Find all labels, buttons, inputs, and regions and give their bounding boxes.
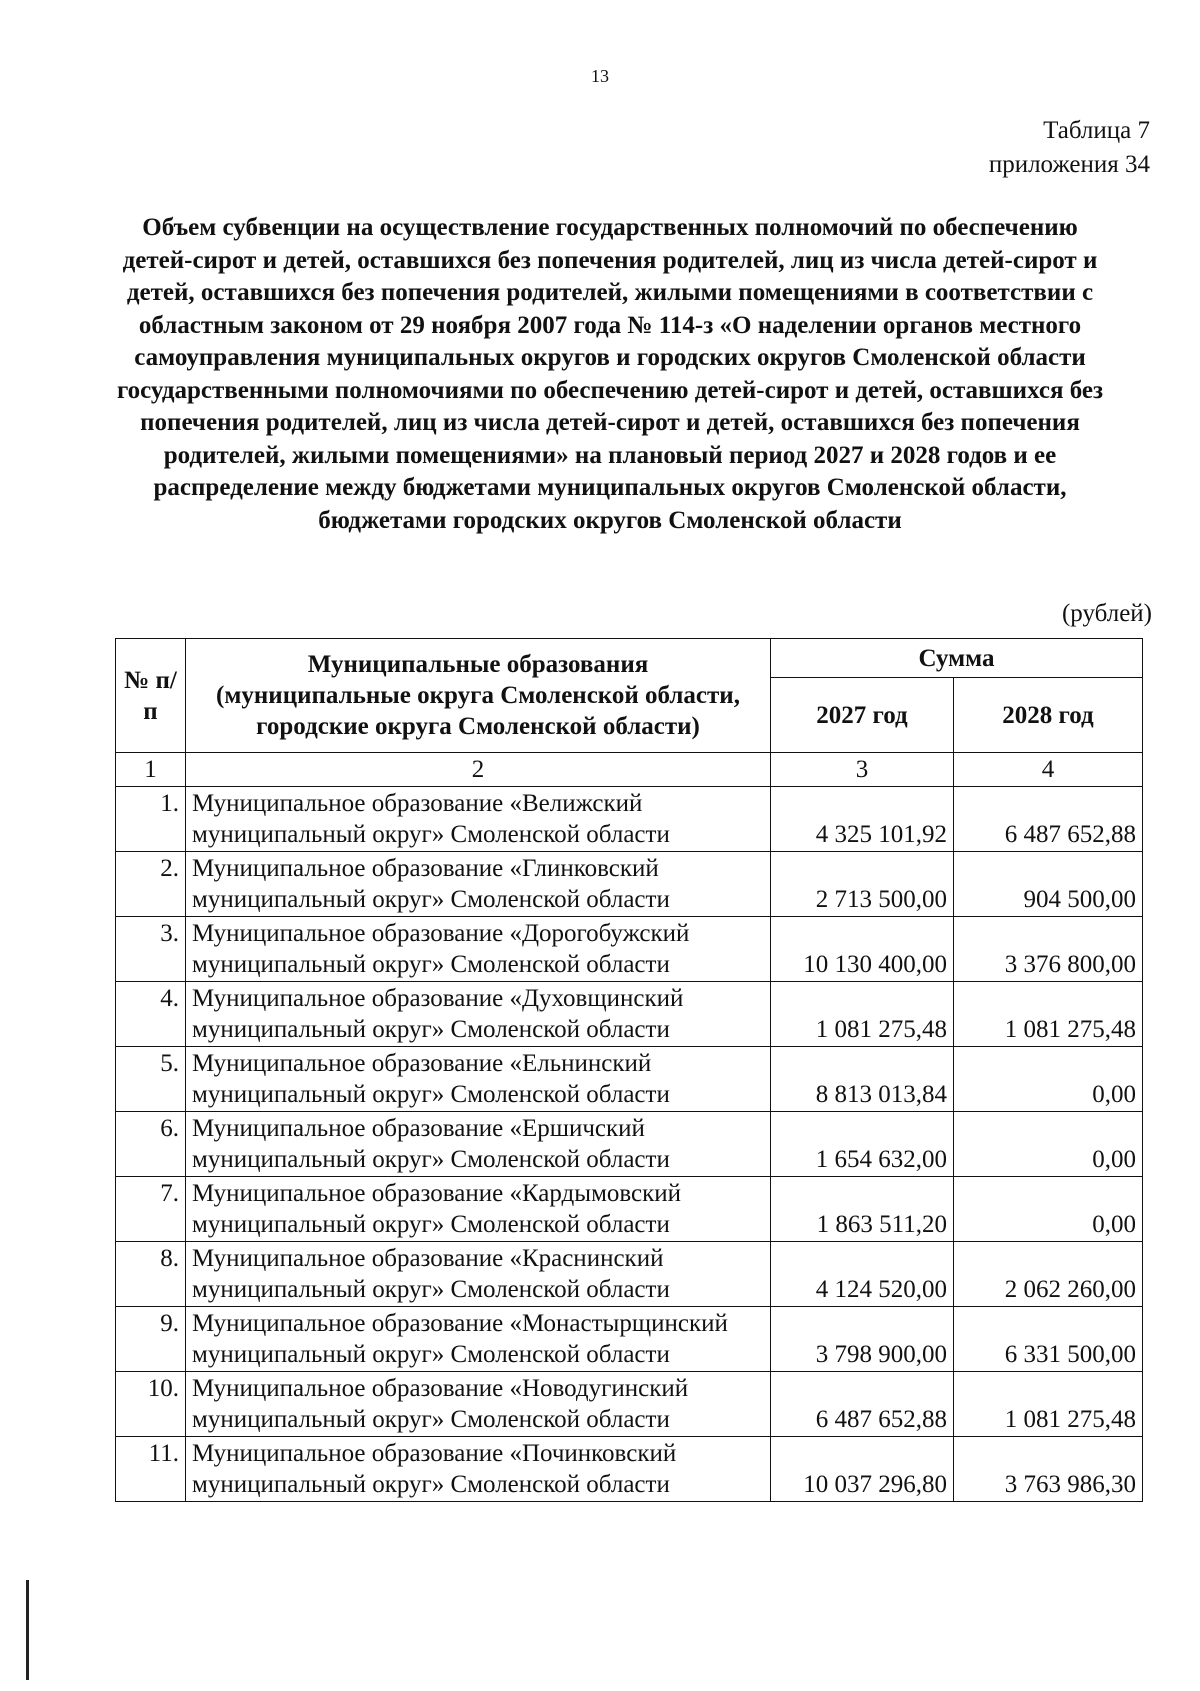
municipality-name: Муниципальное образование «Ершичский муниципальный округ» Смоленской области: [186, 1112, 771, 1177]
amount-2028: 6 487 652,88: [954, 787, 1143, 852]
amount-2027: 1 081 275,48: [771, 982, 954, 1047]
amount-2027: 1 863 511,20: [771, 1177, 954, 1242]
amount-2028: 6 331 500,00: [954, 1307, 1143, 1372]
table-row: [116, 787, 1143, 852]
table-reference-line1: Таблица 7: [1043, 117, 1150, 144]
municipality-name: Муниципальное образование «Монастырщинский муниципальный округ» Смоленской области: [186, 1307, 771, 1372]
amount-2028: 3 763 986,30: [954, 1437, 1143, 1502]
amount-2027: 4 325 101,92: [771, 787, 954, 852]
amount-2027: 4 124 520,00: [771, 1242, 954, 1307]
row-number: 8.: [116, 1242, 186, 1307]
amount-2027: 1 654 632,00: [771, 1112, 954, 1177]
row-number: 9.: [116, 1307, 186, 1372]
column-number-row: [116, 753, 1143, 787]
amount-2028: 904 500,00: [954, 852, 1143, 917]
table-reference: [989, 114, 1150, 182]
table-row: [116, 1047, 1143, 1112]
document-title: Объем субвенции на осуществление государственных полномочий по обеспечению детей-сирот и детей, оставшихся без попечения родителей, лиц из числа детей-сирот и детей, оставшихся без попечения родителей, жилыми помещениями в соответствии с областным законом от 29 ноября 2007 года № 114-з «О наделении органов местного самоуправления муниципальных округов и городских округов Смоленской области государственными полномочиями по обеспечению детей-сирот и детей, оставшихся без попечения родителей, лиц из числа детей-сирот и детей, оставшихся без попечения родителей, жилыми помещениями» на плановый период 2027 и 2028 годов и ее распределение между бюджетами муниципальных округов Смоленской области, бюджетами городских округов Смоленской области: [116, 214, 1104, 534]
column-number: 3: [771, 753, 954, 787]
amount-2028: 3 376 800,00: [954, 917, 1143, 982]
amount-2028: 1 081 275,48: [954, 982, 1143, 1047]
table-row: [116, 852, 1143, 917]
amount-2027: 6 487 652,88: [771, 1372, 954, 1437]
row-number: 5.: [116, 1047, 186, 1112]
table-row: [116, 1177, 1143, 1242]
column-number: 1: [116, 753, 186, 787]
table-row: [116, 917, 1143, 982]
amount-2027: 3 798 900,00: [771, 1307, 954, 1372]
table-row: [116, 1372, 1143, 1437]
header-year-2028: 2028 год: [954, 678, 1143, 753]
municipality-name: Муниципальное образование «Дорогобужский муниципальный округ» Смоленской области: [186, 917, 771, 982]
table-row: [116, 1437, 1143, 1502]
header-sum: Сумма: [771, 639, 1143, 678]
row-number: 2.: [116, 852, 186, 917]
row-number: 3.: [116, 917, 186, 982]
row-number: 4.: [116, 982, 186, 1047]
page-number: 13: [591, 66, 609, 86]
municipality-name: Муниципальное образование «Кардымовский муниципальный округ» Смоленской области: [186, 1177, 771, 1242]
municipality-name: Муниципальное образование «Духовщинский муниципальный округ» Смоленской области: [186, 982, 771, 1047]
scan-edge-mark: [26, 1580, 29, 1680]
header-num: № п/п: [116, 639, 186, 753]
table-row: [116, 982, 1143, 1047]
amount-2027: 10 037 296,80: [771, 1437, 954, 1502]
header-year-2027: 2027 год: [771, 678, 954, 753]
amount-2027: 8 813 013,84: [771, 1047, 954, 1112]
amount-2028: 1 081 275,48: [954, 1372, 1143, 1437]
amount-2027: 2 713 500,00: [771, 852, 954, 917]
row-number: 6.: [116, 1112, 186, 1177]
amount-2028: 2 062 260,00: [954, 1242, 1143, 1307]
municipality-name: Муниципальное образование «Ельнинский муниципальный округ» Смоленской области: [186, 1047, 771, 1112]
table-row: [116, 1242, 1143, 1307]
municipality-name: Муниципальное образование «Починковский муниципальный округ» Смоленской области: [186, 1437, 771, 1502]
subvention-table: [115, 638, 1143, 1502]
row-number: 10.: [116, 1372, 186, 1437]
amount-2028: 0,00: [954, 1177, 1143, 1242]
amount-2027: 10 130 400,00: [771, 917, 954, 982]
municipality-name: Муниципальное образование «Велижский муниципальный округ» Смоленской области: [186, 787, 771, 852]
amount-2028: 0,00: [954, 1047, 1143, 1112]
table-row: [116, 1307, 1143, 1372]
column-number: 2: [186, 753, 771, 787]
row-number: 11.: [116, 1437, 186, 1502]
amount-2028: 0,00: [954, 1112, 1143, 1177]
row-number: 7.: [116, 1177, 186, 1242]
table-row: [116, 1112, 1143, 1177]
table-reference-line2: приложения 34: [988, 151, 1150, 178]
municipality-name: Муниципальное образование «Новодугинский муниципальный округ» Смоленской области: [186, 1372, 771, 1437]
header-row: [116, 639, 1143, 678]
municipality-name: Муниципальное образование «Краснинский муниципальный округ» Смоленской области: [186, 1242, 771, 1307]
units-label: (рублей): [1061, 600, 1152, 627]
column-number: 4: [954, 753, 1143, 787]
row-number: 1.: [116, 787, 186, 852]
header-name: Муниципальные образования (муниципальные округа Смоленской области, городские округа Смоленской области): [186, 639, 771, 753]
municipality-name: Муниципальное образование «Глинковский муниципальный округ» Смоленской области: [186, 852, 771, 917]
